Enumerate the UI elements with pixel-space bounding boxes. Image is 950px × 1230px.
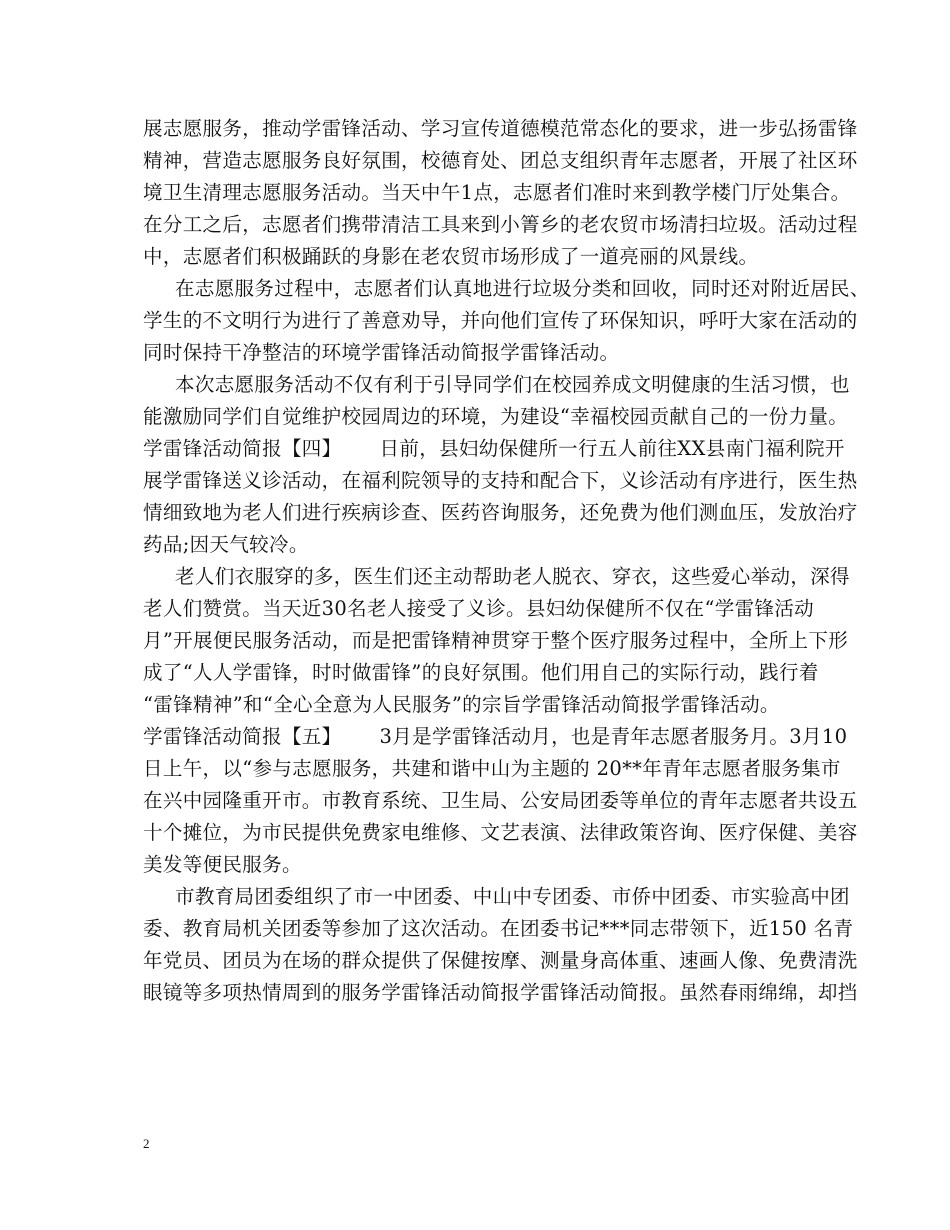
text-line: 老人们赞赏。当天近30名老人接受了义诊。县妇幼保健所不仅在“学雷锋活动 [143, 597, 815, 620]
text-line: 展学雷锋送义诊活动，在福利院领导的支持和配合下，义诊活动有序进行，医生热 [143, 469, 858, 492]
section-heading-four: 学雷锋活动简报【四】 [143, 437, 342, 460]
text-line: 境卫生清理志愿服务活动。当天中午1点，志愿者们准时来到教学楼门厅处集合。 [143, 181, 851, 204]
text-line: 委、教育局机关团委等参加了这次活动。在团委书记***同志带领下，近150 名青 [143, 917, 854, 940]
text-line: 成了“人人学雷锋，时时做雷锋”的良好氛围。他们用自己的实际行动，践行着 [143, 661, 819, 684]
text-line: 在兴中园隆重开市。市教育系统、卫生局、公安局团委等单位的青年志愿者共设五 [143, 789, 858, 812]
text-line: 美发等便民服务。 [143, 853, 302, 876]
page-number: 2 [143, 1136, 150, 1151]
text-line: 在分工之后，志愿者们携带清洁工具来到小箐乡的老农贸市场清扫垃圾。活动过程 [143, 213, 858, 236]
text-line: 同时保持干净整洁的环境学雷锋活动简报学雷锋活动。 [143, 341, 620, 364]
text-line: 学生的不文明行为进行了善意劝导，并向他们宣传了环保知识，呼吁大家在活动的 [143, 309, 858, 332]
text-line: 月”开展便民服务活动，而是把雷锋精神贯穿于整个医疗服务过程中，全所上下形 [143, 629, 849, 652]
text-line: 精神，营造志愿服务良好氛围，校德育处、团总支组织青年志愿者，开展了社区环 [143, 149, 858, 172]
text-line: 展志愿服务，推动学雷锋活动、学习宣传道德模范常态化的要求，进一步弘扬雷锋 [143, 117, 858, 140]
text-line: 药品;因天气较冷。 [143, 533, 309, 556]
text-line: 能激励同学们自觉维护校园周边的环境，为建设“幸福校园贡献自己的一份力量。 [143, 405, 849, 428]
text-line: 十个摊位，为市民提供免费家电维修、文艺表演、法律政策咨询、医疗保健、美容 [143, 821, 858, 844]
section-five-intro: 3月是学雷锋活动月，也是青年志愿者服务月。3月10 [379, 725, 848, 748]
section-heading-four-line [143, 433, 845, 465]
section-heading-five-line [143, 721, 848, 753]
text-line: 情细致地为老人们进行疾病诊查、医药咨询服务，还免费为他们测血压，发放治疗 [143, 501, 858, 524]
text-line: “雷锋精神”和“全心全意为人民服务”的宗旨学雷锋活动简报学雷锋活动。 [143, 693, 780, 716]
paragraph-start-line: 市教育局团委组织了市一中团委、中山中专团委、市侨中团委、市实验高中团 [175, 885, 850, 908]
text-line: 中，志愿者们积极踊跃的身影在老农贸市场形成了一道亮丽的风景线。 [143, 245, 759, 268]
paragraph-start-line: 老人们衣服穿的多，医生们还主动帮助老人脱衣、穿衣，这些爱心举动，深得 [175, 565, 850, 588]
text-line: 眼镜等多项热情周到的服务学雷锋活动简报学雷锋活动简报。虽然春雨绵绵，却挡 [143, 981, 858, 1004]
section-heading-five: 学雷锋活动简报【五】 [143, 725, 342, 748]
text-line: 日上午，以“参与志愿服务，共建和谐中山为主题的 20**年青年志愿者服务集市 [143, 757, 841, 780]
paragraph-start-line: 本次志愿服务活动不仅有利于引导同学们在校园养成文明健康的生活习惯，也 [175, 373, 850, 396]
document-body [143, 113, 870, 1009]
paragraph-start-line: 在志愿服务过程中，志愿者们认真地进行垃圾分类和回收，同时还对附近居民、 [175, 277, 870, 300]
section-four-intro: 日前，县妇幼保健所一行五人前往XX县南门福利院开 [379, 437, 845, 460]
text-line: 年党员、团员为在场的群众提供了保健按摩、测量身高体重、速画人像、免费清洗 [143, 949, 858, 972]
